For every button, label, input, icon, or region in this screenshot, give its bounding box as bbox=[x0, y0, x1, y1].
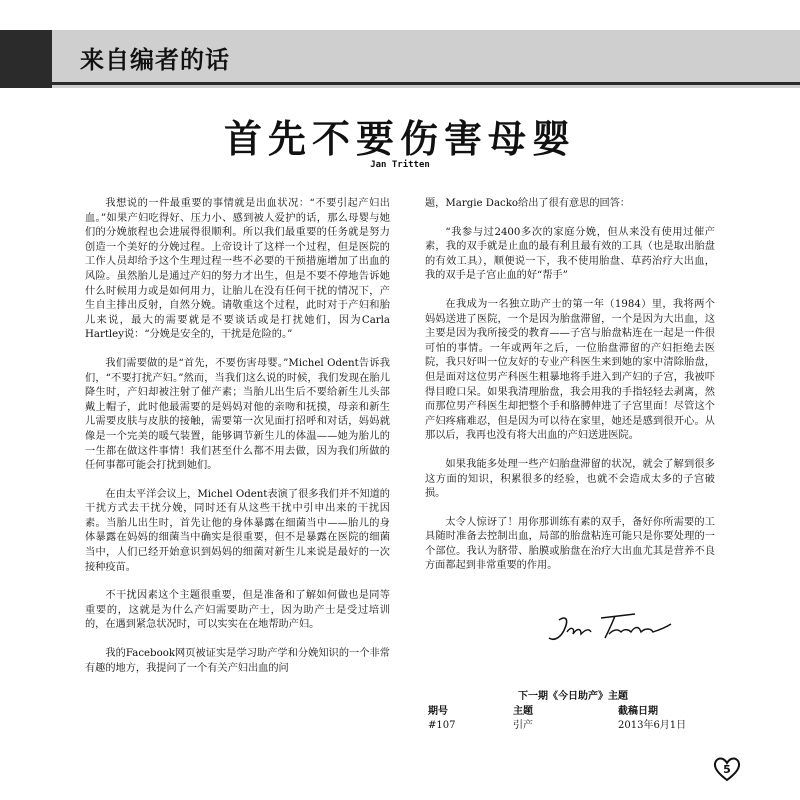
paragraph: 题，Margie Dacko给出了很有意思的回答： bbox=[425, 198, 631, 209]
page-number-heart-icon bbox=[712, 756, 742, 782]
quote-paragraph: “我参与过2400多次的家庭分娩，但从来没有使用过催产素，我的双手就是止血的最有利且最有效的工具（也是取出胎盘的有效工具），顺便说一下，我不使用胎盘、草药治疗大出血，我的双手是子宫止血的好“帮手” bbox=[425, 226, 715, 282]
right-column bbox=[425, 197, 715, 588]
paragraph: 我想说的一件最重要的事情就是出血状况：“不要引起产妇出血。”如果产妇吃得好、压力小、感到被人爱护的话，那么母婴与她们的分娩旅程也会进展得很顺利。所以我们最重要的任务就是努力创造一个美好的分娩过程。上帝设计了这样一个过程，但是医院的工作人员却给予这个生理过程一些不必要的干预措施增加了出血的风险。虽然胎儿是通过产妇的努力才出生，但是不要不停地告诉她什么时候用力或是如何用力，让胎儿在没有任何干扰的情况下，产生自主排出反射，自然分娩。请敬重这个过程，此时对于产妇和胎儿来说，最大的需要就是不要谈话或是打扰她们，因为Carla Hartley说：“分娩是安全的，干扰是危险的。” bbox=[85, 198, 390, 341]
article-author: Jan Tritten bbox=[370, 160, 430, 170]
issue-number: #107 bbox=[428, 720, 456, 731]
next-issue-box bbox=[428, 690, 718, 733]
section-title: 来自编者的话 bbox=[80, 46, 230, 74]
paragraph: 不干扰因素这个主题很重要，但是准备和了解如何做也是同等重要的，这就是为什么产妇需要助产士，因为助产士是受过培训的，在遇到紧急状况时，可以实实在在地帮助产妇。 bbox=[85, 590, 390, 631]
paragraph: 我的Facebook网页被证实是学习助产学和分娩知识的一个非常有趣的地方，我提问了一个有关产妇出血的问 bbox=[85, 648, 390, 674]
paragraph: 如果我能多处理一些产妇胎盘滞留的状况，就会了解到很多这方面的知识，积累很多的经验，也就不会造成太多的子宫破损。 bbox=[425, 458, 715, 500]
next-issue-header-row bbox=[428, 705, 718, 719]
paragraph: 太令人惊讶了！用你那训练有素的双手，备好你所需要的工具随时准备去控制出血，局部的胎盘粘连可能只是你要处理的一个部位。我认为脐带、胎膜或胎盘在治疗大出血尤其是营养不良方面都起到非常重要的作用。 bbox=[425, 516, 715, 572]
paragraph: 在我成为一名独立助产士的第一年（1984）里，我将两个妈妈送进了医院，一个是因为胎盘滞留，一个是因为大出血，这主要是因为我所接受的教育——子宫与胎盘粘连在一起是一件很可怕的事情。一年或两年之后，一位胎盘滞留的产妇拒绝去医院，我只好叫一位友好的专业产科医生来到她的家中清除胎盘，但是面对这位男产科医生粗暴地将手进入到产妇的子宫，我被吓得目瞪口呆。如果我清理胎盘，我会用我的手指轻轻去剥离，然而那位男产科医生却把整个手和胳膊伸进了子宫里面！尽管这个产妇疼痛难忍，但是因为可以待在家里，她还是感到很开心。从那以后，我再也没有将大出血的产妇送进医院。 bbox=[425, 298, 715, 442]
header-issue-no: 期号 bbox=[428, 706, 448, 717]
header-topic: 主题 bbox=[513, 706, 533, 717]
issue-deadline: 2013年6月1日 bbox=[618, 720, 687, 731]
left-column bbox=[85, 197, 390, 690]
paragraph: 在由太平洋会议上，Michel Odent表演了很多我们并不知道的干扰方式去干扰分娩，同时还有从这些干扰中引申出来的干扰因素。当胎儿出生时，首先让他的身体暴露在细菌当中——胎儿的身体暴露在妈妈的细菌当中确实是很重要，但不是暴露在医院的细菌当中，人们已经开始意识到妈妈的细菌对新生儿来说是最好的一次接种疫苗。 bbox=[85, 488, 390, 573]
next-issue-title: 下一期《今日助产》主题 bbox=[518, 691, 628, 702]
issue-topic: 引产 bbox=[513, 720, 533, 731]
next-issue-row bbox=[428, 719, 718, 733]
author-signature bbox=[545, 608, 675, 648]
header-underline bbox=[52, 82, 800, 85]
page-number: 5 bbox=[723, 763, 731, 776]
paragraph: 我们需要做的是“首先，不要伤害母婴。”Michel Odent告诉我们，“不要打扰产妇。”然而，当我们这么说的时候，我们发现在胎儿降生时，产妇却被注射了催产素；当胎儿出生后不要给新生儿头部戴上帽子，此时他最需要的是妈妈对他的亲吻和抚摸，母亲和新生儿需要皮肤与皮肤的接触，需要第一次见面打招呼和对话，妈妈就像是一个完美的暖气装置，能够调节新生儿的体温——她为胎儿的一生都在做这件事情！我们甚至什么都不用去做，因为我们所做的任何事都可能会打扰到她们。 bbox=[85, 357, 390, 472]
header-dark-block bbox=[0, 30, 52, 88]
article-title: 首先不要伤害母婴 bbox=[223, 117, 576, 161]
header-deadline: 截稿日期 bbox=[618, 706, 658, 717]
